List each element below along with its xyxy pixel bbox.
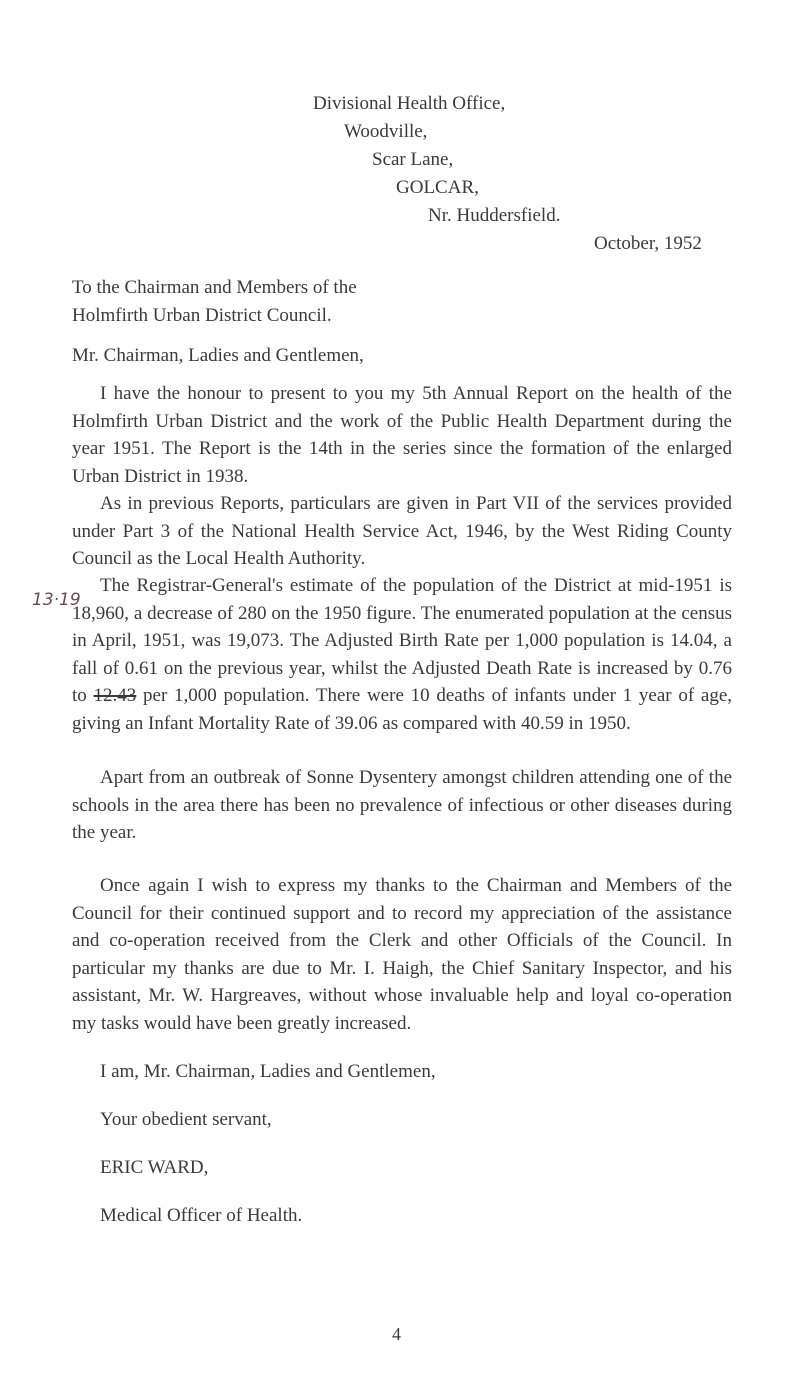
- struck-death-rate: 12.43: [93, 685, 137, 706]
- letter-date: October, 1952: [594, 233, 702, 254]
- paragraph-3: [72, 572, 732, 737]
- salutation: Mr. Chairman, Ladies and Gentlemen,: [72, 345, 364, 366]
- recipient-line-1: To the Chairman and Members of the: [72, 277, 357, 298]
- signatory-title: Medical Officer of Health.: [100, 1205, 303, 1226]
- signatory-name: ERIC WARD,: [100, 1157, 209, 1178]
- address-line-house: Woodville,: [344, 121, 428, 142]
- paragraph-5: [72, 872, 732, 1037]
- address-line-town: GOLCAR,: [396, 177, 479, 198]
- paragraph-1: [72, 380, 732, 490]
- page-number: 4: [392, 1324, 401, 1344]
- address-line-office: Divisional Health Office,: [313, 93, 506, 114]
- paragraph-5-text: Once again I wish to express my thanks to the Chairman and Members of the Council for their continued support and to record my appreciation of the assistance and co-operation received from the Clerk and other Officials of the Council. In particular my thanks are due to Mr. I. Haigh, the Chief Sanitary Inspector, and his assistant, Mr. W. Hargreaves, without whose invaluable help and loyal co-operation my tasks would have been greatly increased.: [72, 875, 732, 1034]
- paragraph-4-text: Apart from an outbreak of Sonne Dysentery amongst children attending one of the schools in the area there has been no prevalence of infectious or other diseases during the year.: [72, 767, 732, 843]
- closing-line: I am, Mr. Chairman, Ladies and Gentlemen,: [100, 1061, 436, 1082]
- address-line-city: Nr. Huddersfield.: [428, 205, 561, 226]
- closing-valediction: Your obedient servant,: [100, 1109, 272, 1130]
- recipient-line-2: Holmfirth Urban District Council.: [72, 305, 332, 326]
- paragraph-3-part-1: The Registrar-General's estimate of the population of the District at mid-1951 is 18,960, a decrease of 280 on the 1950 figure. The enumerated population at the census in April, 1951, was 19,073. The Adjusted Birth Rate per 1,000 population is 14.04, a fall of 0.61 on the previous year, whilst the Adjusted Death Rate is increased by 0.76 to: [72, 575, 732, 706]
- handwritten-correction: 13·19: [32, 590, 81, 610]
- paragraph-2: [72, 490, 732, 573]
- paragraph-4: [72, 764, 732, 847]
- address-line-street: Scar Lane,: [372, 149, 454, 170]
- paragraph-1-text: I have the honour to present to you my 5th Annual Report on the health of the Holmfirth Urban District and the work of the Public Health Department during the year 1951. The Report is the 14th in the series since the formation of the enlarged Urban District in 1938.: [72, 383, 732, 487]
- paragraph-2-text: As in previous Reports, particulars are given in Part VII of the services provided under Part 3 of the National Health Service Act, 1946, by the West Riding County Council as the Local Health Authority.: [72, 493, 732, 569]
- paragraph-3-part-2: per 1,000 population. There were 10 deaths of infants under 1 year of age, giving an Infant Mortality Rate of 39.06 as compared with 40.59 in 1950.: [72, 685, 732, 734]
- paragraph-3-text: [72, 572, 732, 737]
